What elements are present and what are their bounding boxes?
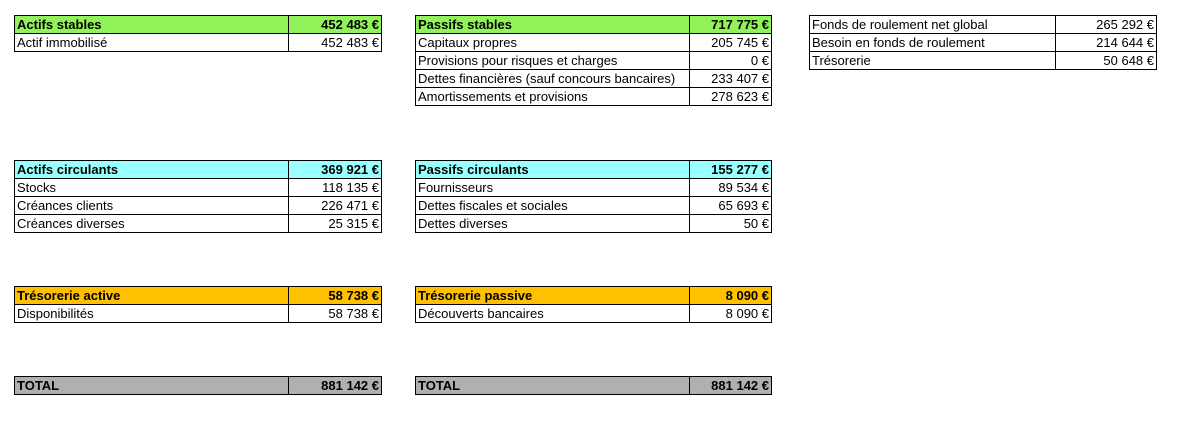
disponibilites-value[interactable]: 58 738 €	[289, 305, 382, 323]
decouverts-value[interactable]: 8 090 €	[690, 305, 772, 323]
dettes-diverses-value[interactable]: 50 €	[690, 215, 772, 233]
actifs-stables-table	[14, 15, 382, 52]
table-row	[416, 197, 772, 215]
stocks-label[interactable]: Stocks	[15, 179, 289, 197]
frng-value[interactable]: 265 292 €	[1056, 16, 1157, 34]
table-row	[15, 305, 382, 323]
bfr-label[interactable]: Besoin en fonds de roulement	[810, 34, 1056, 52]
table-row	[416, 179, 772, 197]
tresorerie-passive-header-row	[416, 287, 772, 305]
creances-clients-label[interactable]: Créances clients	[15, 197, 289, 215]
dettes-fiscales-value[interactable]: 65 693 €	[690, 197, 772, 215]
actifs-circulants-header-label[interactable]: Actifs circulants	[15, 161, 289, 179]
table-row	[15, 179, 382, 197]
passifs-stables-header-row	[416, 16, 772, 34]
table-row	[416, 215, 772, 233]
passifs-stables-table	[415, 15, 772, 106]
total-passif-label[interactable]: TOTAL	[416, 377, 690, 395]
passifs-circulants-table	[415, 160, 772, 233]
tresorerie-value[interactable]: 50 648 €	[1056, 52, 1157, 70]
amortissements-label[interactable]: Amortissements et provisions	[416, 88, 690, 106]
table-row	[810, 34, 1157, 52]
tresorerie-passive-header-label[interactable]: Trésorerie passive	[416, 287, 690, 305]
creances-diverses-value[interactable]: 25 315 €	[289, 215, 382, 233]
total-actif-label[interactable]: TOTAL	[15, 377, 289, 395]
actifs-stables-header-row	[15, 16, 382, 34]
frng-label[interactable]: Fonds de roulement net global	[810, 16, 1056, 34]
actifs-circulants-header-row	[15, 161, 382, 179]
total-actif-value[interactable]: 881 142 €	[289, 377, 382, 395]
stocks-value[interactable]: 118 135 €	[289, 179, 382, 197]
passifs-circulants-header-value[interactable]: 155 277 €	[690, 161, 772, 179]
actif-immobilise-value[interactable]: 452 483 €	[289, 34, 382, 52]
indicateurs-table	[809, 15, 1157, 70]
actifs-stables-header-label[interactable]: Actifs stables	[15, 16, 289, 34]
decouverts-label[interactable]: Découverts bancaires	[416, 305, 690, 323]
capitaux-propres-value[interactable]: 205 745 €	[690, 34, 772, 52]
total-passif-row	[416, 377, 772, 395]
table-row	[416, 88, 772, 106]
table-row	[810, 16, 1157, 34]
table-row	[15, 215, 382, 233]
creances-clients-value[interactable]: 226 471 €	[289, 197, 382, 215]
table-row	[416, 305, 772, 323]
bfr-value[interactable]: 214 644 €	[1056, 34, 1157, 52]
fournisseurs-value[interactable]: 89 534 €	[690, 179, 772, 197]
total-actif-row	[15, 377, 382, 395]
tresorerie-active-header-value[interactable]: 58 738 €	[289, 287, 382, 305]
dettes-financieres-label[interactable]: Dettes financières (sauf concours bancaires)	[416, 70, 690, 88]
actifs-circulants-header-value[interactable]: 369 921 €	[289, 161, 382, 179]
tresorerie-active-header-label[interactable]: Trésorerie active	[15, 287, 289, 305]
table-row	[15, 34, 382, 52]
dettes-diverses-label[interactable]: Dettes diverses	[416, 215, 690, 233]
amortissements-value[interactable]: 278 623 €	[690, 88, 772, 106]
tresorerie-active-table	[14, 286, 382, 323]
passifs-stables-header-label[interactable]: Passifs stables	[416, 16, 690, 34]
tresorerie-passive-header-value[interactable]: 8 090 €	[690, 287, 772, 305]
passifs-circulants-header-row	[416, 161, 772, 179]
actif-immobilise-label[interactable]: Actif immobilisé	[15, 34, 289, 52]
table-row	[416, 52, 772, 70]
fournisseurs-label[interactable]: Fournisseurs	[416, 179, 690, 197]
dettes-financieres-value[interactable]: 233 407 €	[690, 70, 772, 88]
table-row	[416, 34, 772, 52]
tresorerie-label[interactable]: Trésorerie	[810, 52, 1056, 70]
total-passif-value[interactable]: 881 142 €	[690, 377, 772, 395]
tresorerie-passive-table	[415, 286, 772, 323]
actifs-stables-header-value[interactable]: 452 483 €	[289, 16, 382, 34]
table-row	[15, 197, 382, 215]
table-row	[416, 70, 772, 88]
actifs-circulants-table	[14, 160, 382, 233]
table-row	[810, 52, 1157, 70]
provisions-risques-label[interactable]: Provisions pour risques et charges	[416, 52, 690, 70]
disponibilites-label[interactable]: Disponibilités	[15, 305, 289, 323]
passifs-stables-header-value[interactable]: 717 775 €	[690, 16, 772, 34]
creances-diverses-label[interactable]: Créances diverses	[15, 215, 289, 233]
total-actif-table	[14, 376, 382, 395]
provisions-risques-value[interactable]: 0 €	[690, 52, 772, 70]
dettes-fiscales-label[interactable]: Dettes fiscales et sociales	[416, 197, 690, 215]
passifs-circulants-header-label[interactable]: Passifs circulants	[416, 161, 690, 179]
capitaux-propres-label[interactable]: Capitaux propres	[416, 34, 690, 52]
tresorerie-active-header-row	[15, 287, 382, 305]
total-passif-table	[415, 376, 772, 395]
